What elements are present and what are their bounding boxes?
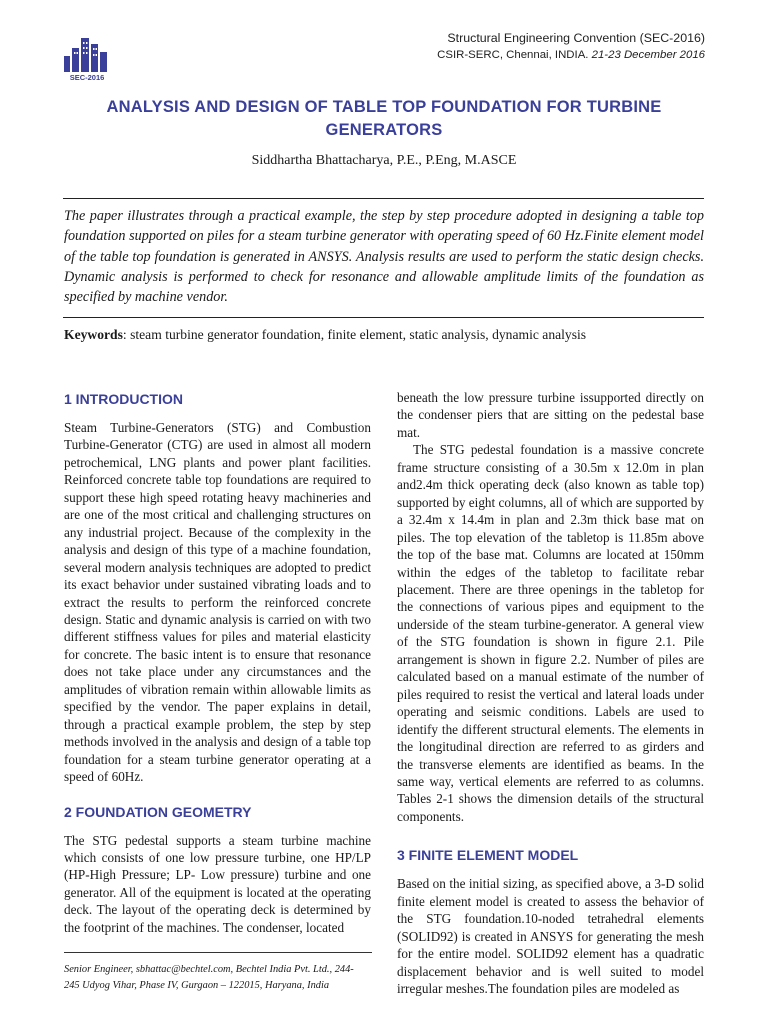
footnote-line-2: 245 Udyog Vihar, Phase IV, Gurgaon – 122015, Haryana, India bbox=[64, 980, 330, 991]
fem-paragraph: Based on the initial sizing, as specified above, a 3-D solid finite element model is created to assess the behavior of the STG foundation.10-noded tetrahedral elements (SOLID92) is created in ANSYS for generating the mesh for the entire model. SOLID92 element has a quadratic displacement behavior and is well suited to model irregular meshes.The foundation piles are modeled as bbox=[397, 876, 704, 997]
author: Siddhartha Bhattacharya, P.E., P.Eng, M.ASCE bbox=[251, 153, 517, 168]
building-logo-icon bbox=[62, 32, 112, 82]
introduction-paragraph: Steam Turbine-Generators (STG) and Combustion Turbine-Generator (CTG) are used in almost all modern petrochemical, LNG plants and power plant facilities. Reinforced concrete table top foundations are required to support these high speed rotating heavy machineries and are one of the most critical and challenging structures on any industrial project. Because of the complexity in the analysis and design of this type of a machine foundation, several modern analysis techniques are adopted to predict its exact behavior under sustained vibrating loads and to extract the results to perform the reinforced concrete design. Static and dynamic analysis is carried on with two different stiffness values for piles and material elasticity for concrete. The basic intent is to ensure that resonance does not take place under any circumstances and the amplitudes of vibration remain within allowable limits as specified by the vendor. The paper explains in detail, through a practical example problem, the step by step methods involved in the analysis and design of a table top foundation for a steam turbine generator operating at a speed of 60Hz. bbox=[64, 420, 371, 785]
footnote bbox=[64, 962, 372, 994]
conference-header bbox=[437, 30, 705, 63]
conference-venue-line bbox=[437, 47, 705, 63]
keywords-list: : steam turbine generator foundation, finite element, static analysis, dynamic analysis bbox=[122, 327, 587, 342]
section-heading-finite-element-model: 3 FINITE ELEMENT MODEL bbox=[397, 847, 579, 864]
keywords bbox=[64, 326, 704, 344]
section-heading-foundation-geometry: 2 FOUNDATION GEOMETRY bbox=[64, 803, 252, 820]
conference-name: Structural Engineering Convention (SEC-2016) bbox=[447, 31, 705, 45]
left-column bbox=[64, 390, 371, 936]
divider-abstract bbox=[63, 317, 704, 318]
geometry-paragraph-1-continued: beneath the low pressure turbine issupported directly on the condenser piers that are sitting on the pedestal base mat. bbox=[397, 390, 704, 440]
conference-venue: CSIR-SERC, Chennai, INDIA. bbox=[437, 49, 589, 61]
abstract: The paper illustrates through a practical example, the step by step procedure adopted in designing a table top foundation supported on piles for a steam turbine generator with operating speed of 60 Hz.Finite element model of the table top foundation is generated in ANSYS. Analysis results are used to perform the static design checks. Dynamic analysis is performed to check for resonance and allowable amplitude limits of the foundation as specified by machine vendor. bbox=[64, 208, 704, 306]
title-line-2: GENERATORS bbox=[325, 121, 443, 139]
geometry-paragraph-2: The STG pedestal foundation is a massive concrete frame structure consisting of a 30.5m x 12.0m in plan and2.4m thick operating deck (also known as table top) supported by eight columns, all of which are supported by a 32.4m x 14.4m in plan and 2.3m thick base mat on piles. The top elevation of the tabletop is 11.85m above the top of the base mat. Columns are located at 150mm within the edges of the tabletop to facilitate rebar placement. There are three openings in the tabletop for the connections of various pipes and equipment to the underside of the steam turbine-generator. A general view of the STG foundation is shown in figure 2.1. Pile arrangement is shown in figure 2.2. Number of piles are calculated based on a manual estimate of the number of piles required to resist the vertical and lateral loads under operating and seismic conditions. Labels are used to identify the different structural elements. The elements in the longitudinal direction are referred to as girders and the transverse elements are identified as beams. In the same way, vertical elements are referred to as columns. Tables 2-1 shows the dimension details of the structural components. bbox=[397, 442, 704, 824]
geometry-paragraph-1: The STG pedestal supports a steam turbine machine which consists of one low pressure turbine, one HP/LP (HP-High Pressure; LP- Low pressure) turbine and one generator. All of the equipment is located at the operating deck. The layout of the operating deck is determined by the footprint of the machines. The condenser, located bbox=[64, 832, 371, 935]
divider-top bbox=[63, 198, 704, 199]
conference-dates: 21-23 December 2016 bbox=[591, 49, 705, 61]
logo-text: SEC-2016 bbox=[69, 73, 105, 82]
paper-title bbox=[40, 96, 728, 142]
title-line-1: ANALYSIS AND DESIGN OF TABLE TOP FOUNDATION FOR TURBINE bbox=[106, 98, 662, 116]
right-column bbox=[397, 389, 704, 998]
keywords-label: Keywords bbox=[64, 327, 123, 342]
footnote-line-1: Senior Engineer, sbhattac@bechtel.com, Bechtel India Pvt. Ltd., 244- bbox=[64, 964, 354, 975]
conference-logo bbox=[62, 32, 112, 82]
footnote-divider bbox=[64, 952, 372, 953]
section-heading-introduction: 1 INTRODUCTION bbox=[64, 391, 183, 407]
